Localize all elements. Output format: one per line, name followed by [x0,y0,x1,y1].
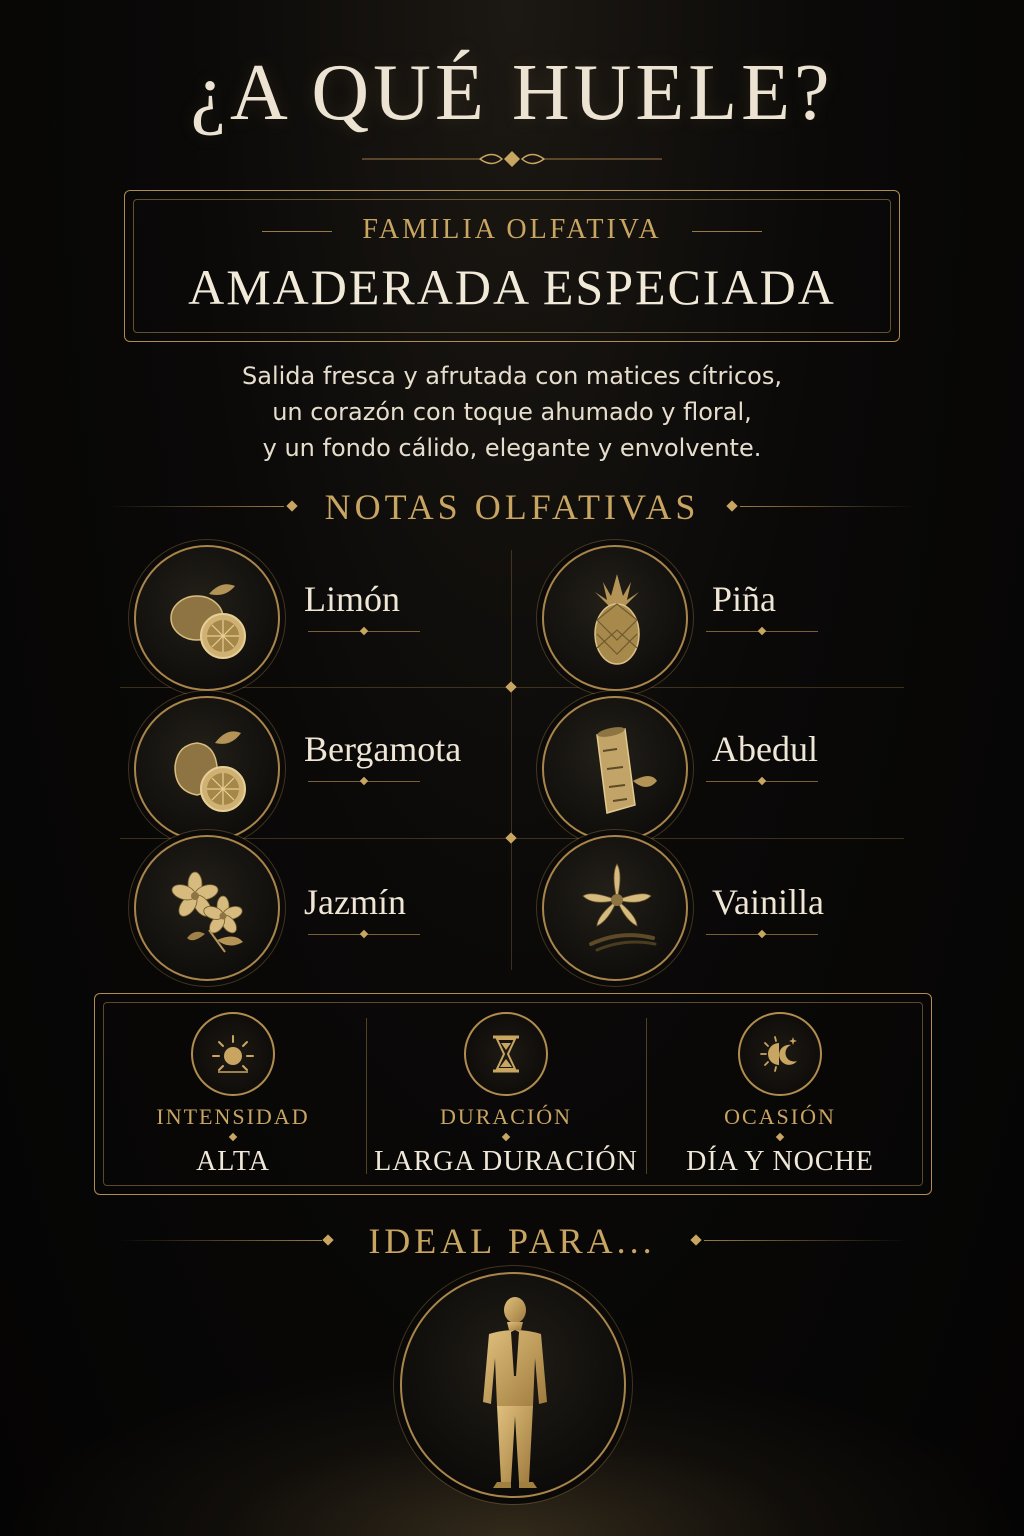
man-silhouette-icon [400,1272,626,1498]
grid-divider [511,550,512,970]
stat-value-intensidad: ALTA [196,1146,270,1177]
vanilla-icon [542,835,688,981]
birch-icon [542,696,688,842]
note-label-abedul: Abedul [712,729,818,769]
description-line-2: un corazón con toque ahumado y floral, [272,398,752,426]
description-line-3: y un fondo cálido, elegante y envolvente. [262,434,762,462]
diamond-ornament [360,777,368,785]
ideal-header: IDEAL PARA... [368,1221,656,1261]
lemon-icon [134,545,280,691]
title-ornament [362,146,662,172]
stat-value-duracion: LARGA DURACIÓN [374,1146,638,1177]
stat-value-ocasion: DÍA Y NOCHE [686,1146,874,1177]
divider [704,1240,908,1241]
family-value: AMADERADA ESPECIADA [188,259,836,315]
stat-label-intensidad: INTENSIDAD [156,1104,310,1129]
diamond-ornament [360,930,368,938]
divider [740,506,916,507]
day-night-icon [738,1012,822,1096]
family-label: FAMILIA OLFATIVA [362,214,662,245]
note-label-bergamota: Bergamota [304,729,462,769]
description-line-1: Salida fresca y afrutada con matices cítricos, [242,362,782,390]
diamond-ornament [505,681,516,692]
stat-label-ocasion: OCASIÓN [724,1104,836,1129]
diamond-ornament [758,930,766,938]
notes-header: NOTAS OLFATIVAS [324,487,700,527]
diamond-ornament [360,627,368,635]
diamond-ornament [758,627,766,635]
note-label-pina: Piña [712,579,777,619]
stat-label-duracion: DURACIÓN [439,1104,573,1129]
jasmine-icon [134,835,280,981]
pineapple-icon [542,545,688,691]
note-label-vainilla: Vainilla [712,882,824,922]
page-title: ¿A QUÉ HUELE? [190,49,834,137]
sun-icon [191,1012,275,1096]
diamond-ornament [505,832,516,843]
diamond-ornament [758,777,766,785]
note-label-limon: Limón [304,579,400,619]
bergamot-icon [134,696,280,842]
note-label-jazmin: Jazmín [304,882,406,922]
hourglass-icon [464,1012,548,1096]
